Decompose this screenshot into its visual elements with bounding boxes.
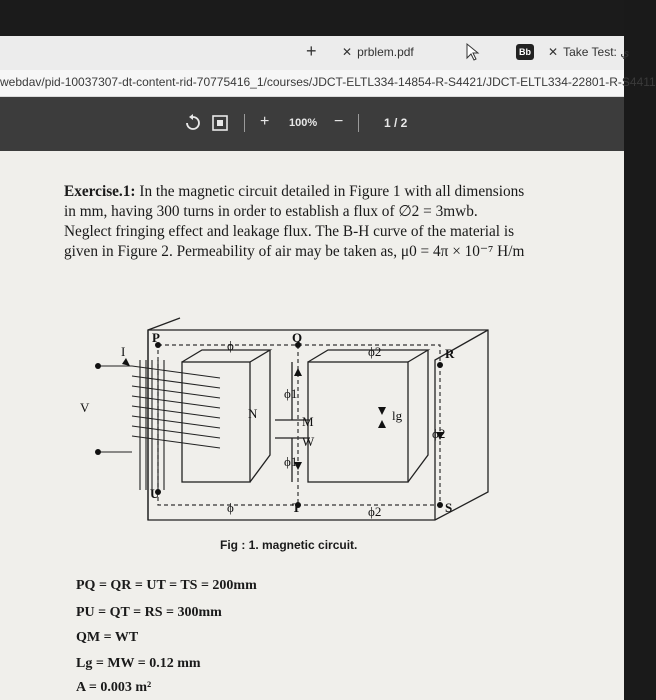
close-icon[interactable]: ✕ — [548, 45, 559, 59]
label-i: I — [121, 344, 126, 359]
exercise-heading: Exercise.1: — [64, 183, 136, 200]
label-q: Q — [292, 330, 303, 345]
pdf-toolbar — [0, 97, 624, 151]
exercise-line-3: Neglect fringing effect and leakage flux. The B-H curve of the material is — [64, 223, 515, 240]
dimension-line-3: QM = WT — [76, 630, 139, 645]
dimension-line-2: PU = QT = RS = 300mm — [76, 605, 222, 620]
browser-tab-bar — [0, 36, 630, 71]
label-phi-bottom: ϕ — [227, 500, 234, 515]
label-phi2-bottom: ϕ2 — [368, 504, 382, 519]
label-phi-top: ϕ — [227, 338, 234, 353]
label-n: N — [248, 406, 258, 421]
current-arrow-icon — [122, 358, 130, 366]
toolbar-separator — [244, 114, 245, 132]
close-icon[interactable]: ✕ — [342, 45, 353, 59]
coil-winding — [100, 360, 220, 490]
label-m: M — [302, 414, 314, 429]
label-s: S — [445, 500, 453, 515]
flux-arrows — [294, 368, 444, 470]
url-text[interactable]: webdav/pid-10037307-dt-content-rid-70775416_1/courses/JDCT-ELTL334-14854-R-S4421/JDCT-ELTL334-22801-R-S4411 — [0, 75, 656, 89]
tab-take-test[interactable] — [548, 45, 630, 59]
terminal-bottom — [95, 449, 101, 455]
exercise-line-2: in mm, having 300 turns in order to establish a flux of ∅2 = 3mwb. — [64, 203, 478, 220]
label-t: T — [292, 500, 301, 515]
toolbar-separator — [358, 114, 359, 132]
new-tab-button[interactable]: + — [306, 41, 317, 61]
tab-label: prblem.pdf — [357, 45, 414, 59]
label-u: U — [150, 486, 160, 501]
label-phi1-bottom: ϕ1 — [284, 454, 298, 469]
label-phi2-top: ϕ2 — [368, 344, 382, 359]
label-lg: lg — [392, 408, 403, 423]
label-w: W — [302, 434, 315, 449]
magnetic-circuit-figure — [70, 320, 490, 530]
label-phi2-right: ϕ2 — [432, 426, 446, 441]
label-p: P — [152, 330, 160, 345]
label-r: R — [445, 346, 455, 361]
dimension-line-1: PQ = QR = UT = TS = 200mm — [76, 578, 257, 593]
dimension-line-5: A = 0.003 m² — [76, 680, 152, 695]
zoom-value[interactable]: 100% — [289, 117, 318, 129]
zoom-in-button[interactable]: + — [260, 113, 270, 130]
address-bar[interactable] — [0, 70, 656, 97]
tab-prblem-pdf[interactable] — [342, 45, 414, 59]
label-phi1-top: ϕ1 — [284, 386, 298, 401]
dimension-line-4: Lg = MW = 0.12 mm — [76, 656, 201, 671]
rotate-icon[interactable] — [184, 114, 202, 132]
label-v: V — [80, 400, 90, 415]
exercise-line-4: given in Figure 2. Permeability of air may be taken as, μ0 = 4π × 10⁻⁷ H/m — [64, 243, 525, 260]
tab-label: Take Test: ي — [563, 45, 630, 59]
page-indicator[interactable]: 1 / 2 — [384, 116, 408, 130]
cursor-icon — [464, 42, 482, 62]
exercise-line-1: In the magnetic circuit detailed in Figure 1 with all dimensions — [139, 183, 525, 200]
figure-caption: Fig : 1. magnetic circuit. — [220, 538, 358, 552]
terminal-top — [95, 363, 101, 369]
window-top-bezel — [0, 0, 624, 36]
fit-page-icon[interactable] — [212, 115, 228, 131]
exercise-text — [64, 182, 534, 262]
zoom-out-button[interactable]: − — [334, 113, 344, 130]
exercise-line — [64, 182, 534, 202]
core-outline — [148, 318, 488, 520]
blackboard-favicon: Bb — [516, 44, 534, 60]
